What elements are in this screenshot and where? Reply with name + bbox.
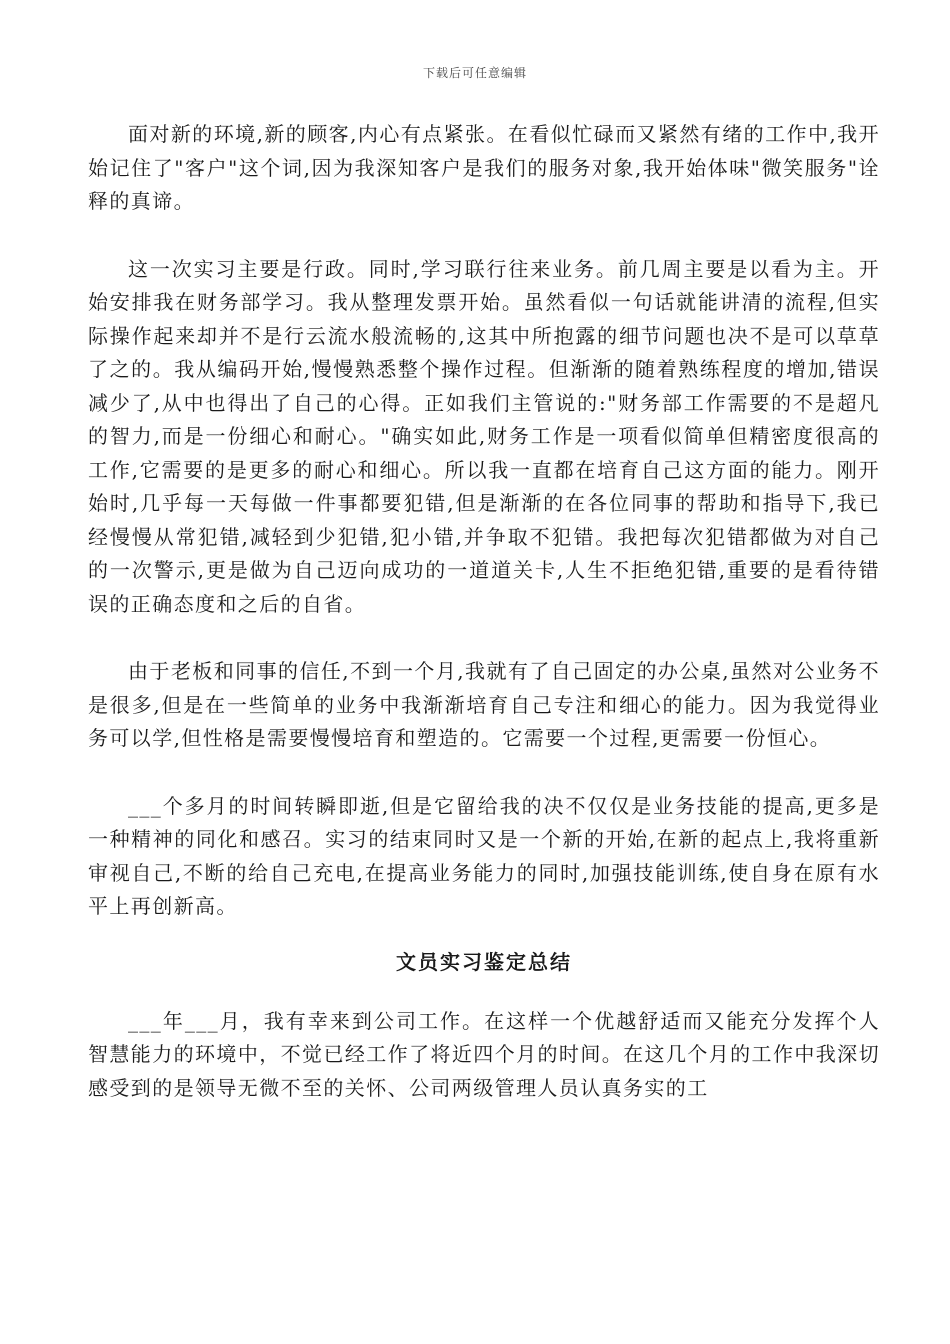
section-title: 文员实习鉴定总结: [396, 949, 572, 974]
document-body: [88, 118, 880, 1139]
paragraph-finance-internship: 这一次实习主要是行政。同时,学习联行往来业务。前几周主要是以看为主。开始安排我在财务部学习。我从整理发票开始。虽然看似一句话就能讲清的流程,但实际操作起来却并不是行云流水般流畅的,这其中所抱露的细节问题也决不是可以草草了之的。我从编码开始,慢慢熟悉整个操作过程。但渐渐的随着熟练程度的增加,错误减少了,从中也得出了自己的心得。正如我们主管说的:"财务部工作需要的不是超凡的智力,而是一份细心和耐心。"确实如此,财务工作是一项看似简单但精密度很高的工作,它需要的是更多的耐心和细心。所以我一直都在培育自己这方面的能力。刚开始时,几乎每一天每做一件事都要犯错,但是渐渐的在各位同事的帮助和指导下,我已经慢慢从常犯错,减轻到少犯错,犯小错,并争取不犯错。我把每次犯错都做为对自己的一次警示,更是做为自己迈向成功的一道道关卡,人生不拒绝犯错,重要的是看待错误的正确态度和之后的自省。: [88, 256, 880, 616]
paragraph-conclusion: ___个多月的时间转瞬即逝,但是它留给我的决不仅仅是业务技能的提高,更多是一种精神的同化和感召。实习的结束同时又是一个新的开始,在新的起点上,我将重新审视自己,不断的给自己充电,在提高业务能力的同时,加强技能训练,使自身在原有水平上再创新高。: [88, 793, 880, 918]
paragraph-new-environment: 面对新的环境,新的顾客,内心有点紧张。在看似忙碌而又紧然有绪的工作中,我开始记住了"客户"这个词,因为我深知客户是我们的服务对象,我开始体味"微笑服务"诠释的真谛。: [88, 122, 880, 213]
page-header-note: 下载后可任意编辑: [422, 66, 527, 80]
paragraph-section-intro: ___年___月，我有幸来到公司工作。在这样一个优越舒适而又能充分发挥个人智慧能力的环境中，不觉已经工作了将近四个月的时间。在这几个月的工作中我深切感受到的是领导无微不至的关怀、公司两级管理人员认真务实的工: [88, 1008, 880, 1100]
paragraph-own-desk: 由于老板和同事的信任,不到一个月,我就有了自己固定的办公桌,虽然对公业务不是很多,但是在一些简单的业务中我渐渐培育自己专注和细心的能力。因为我觉得业务可以学,但性格是需要慢慢培育和塑造的。它需要一个过程,更需要一份恒心。: [88, 659, 880, 750]
